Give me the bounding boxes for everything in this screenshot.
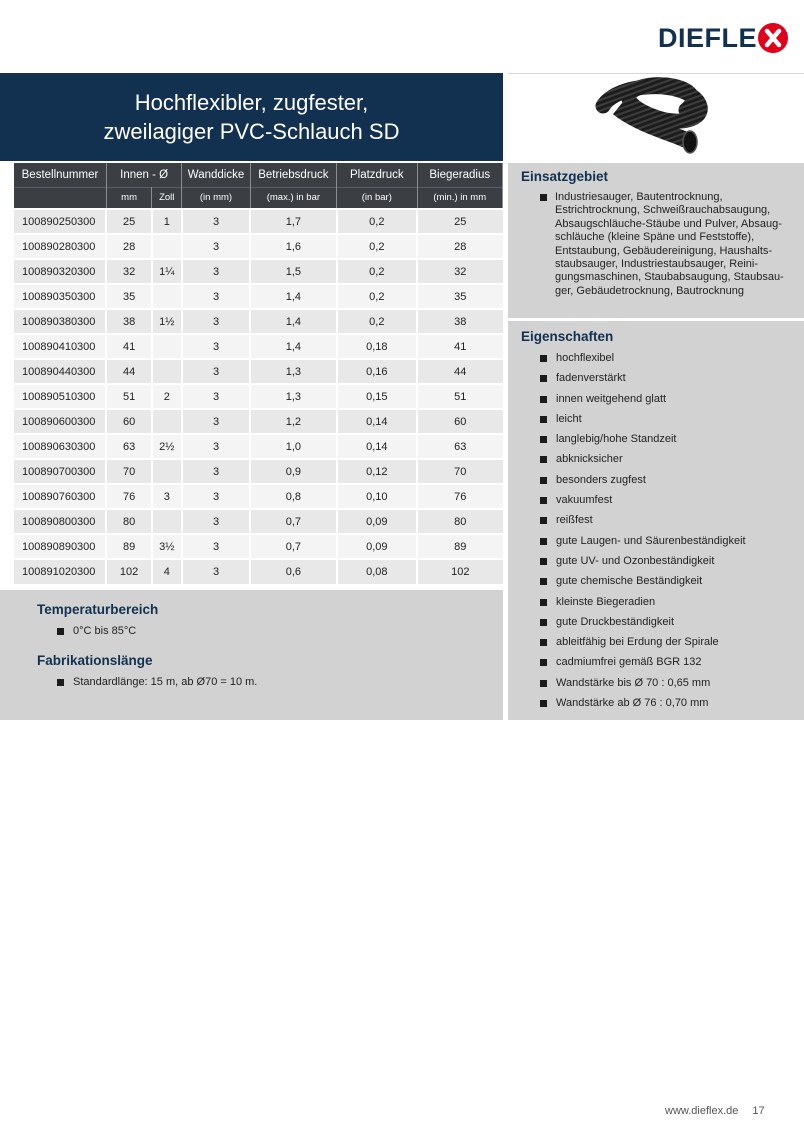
eigenschaften-list xyxy=(540,348,804,713)
cell-biegeradius: 60 xyxy=(417,409,502,434)
cell-mm: 80 xyxy=(106,509,151,534)
cell-biegeradius: 35 xyxy=(417,284,502,309)
table-row xyxy=(14,334,503,359)
col-header-betriebsdruck: Betriebsdruck xyxy=(250,163,336,187)
cell-bestellnummer: 100890350300 xyxy=(14,284,106,309)
list-item: cadmiumfrei gemäß BGR 132 xyxy=(540,652,804,672)
temperature-fabrication-panel xyxy=(0,590,503,720)
einsatzgebiet-heading: Einsatzgebiet xyxy=(521,169,609,184)
cell-wanddicke: 3 xyxy=(182,534,250,559)
page-number: 17 xyxy=(752,1105,765,1117)
cell-platzdruck: 0,16 xyxy=(337,359,417,384)
cell-zoll: 1½ xyxy=(152,309,182,334)
cell-bestellnummer: 100890250300 xyxy=(14,209,106,234)
table-row xyxy=(14,459,503,484)
cell-mm: 70 xyxy=(106,459,151,484)
table-row xyxy=(14,559,503,584)
cell-betriebsdruck: 1,0 xyxy=(250,434,336,459)
cell-biegeradius: 41 xyxy=(417,334,502,359)
subheader-mm: mm xyxy=(106,187,151,209)
cell-mm: 63 xyxy=(106,434,151,459)
list-item: abknicksicher xyxy=(540,449,804,469)
table-row xyxy=(14,234,503,259)
cell-wanddicke: 3 xyxy=(182,434,250,459)
cell-betriebsdruck: 0,6 xyxy=(250,559,336,584)
cell-biegeradius: 28 xyxy=(417,234,502,259)
cell-platzdruck: 0,2 xyxy=(337,209,417,234)
list-item: Wandstärke bis Ø 70 : 0,65 mm xyxy=(540,673,804,693)
list-item: innen weitgehend glatt xyxy=(540,389,804,409)
cell-wanddicke: 3 xyxy=(182,309,250,334)
table-row xyxy=(14,384,503,409)
cell-mm: 35 xyxy=(106,284,151,309)
product-image xyxy=(508,73,804,161)
cell-wanddicke: 3 xyxy=(182,334,250,359)
table-row xyxy=(14,209,503,234)
cell-biegeradius: 70 xyxy=(417,459,502,484)
list-item: kleinste Biegeradien xyxy=(540,592,804,612)
list-item: vakuumfest xyxy=(540,490,804,510)
cell-platzdruck: 0,10 xyxy=(337,484,417,509)
cell-mm: 76 xyxy=(106,484,151,509)
table-row xyxy=(14,409,503,434)
cell-zoll xyxy=(152,509,182,534)
cell-mm: 44 xyxy=(106,359,151,384)
list-item: Wandstärke ab Ø 76 : 0,70 mm xyxy=(540,693,804,713)
list-item: Standardlänge: 15 m, ab Ø70 = 10 m. xyxy=(57,672,503,692)
website-link[interactable]: www.dieflex.de xyxy=(665,1105,739,1117)
col-header-biegeradius: Biegeradius xyxy=(417,163,502,187)
title-line-1: Hochflexibler, zugfester, xyxy=(134,90,369,115)
table-row xyxy=(14,284,503,309)
cell-biegeradius: 102 xyxy=(417,559,502,584)
cell-platzdruck: 0,08 xyxy=(337,559,417,584)
list-item: gute Druckbeständigkeit xyxy=(540,612,804,632)
einsatz-line: ger, Gebäudetrocknung, Bautrocknung xyxy=(555,284,744,297)
einsatzgebiet-text xyxy=(540,191,804,298)
table-row xyxy=(14,259,503,284)
cell-wanddicke: 3 xyxy=(182,509,250,534)
col-header-wanddicke: Wanddicke xyxy=(182,163,250,187)
page-footer xyxy=(665,1105,765,1117)
list-item: reißfest xyxy=(540,510,804,530)
cell-biegeradius: 89 xyxy=(417,534,502,559)
cell-wanddicke: 3 xyxy=(182,359,250,384)
logo-x-icon xyxy=(758,23,788,53)
list-item: besonders zugfest xyxy=(540,470,804,490)
cell-biegeradius: 51 xyxy=(417,384,502,409)
cell-zoll: 3½ xyxy=(152,534,182,559)
title-line-2: zweilagiger PVC-Schlauch SD xyxy=(103,119,400,144)
cell-wanddicke: 3 xyxy=(182,559,250,584)
list-item: gute chemische Beständigkeit xyxy=(540,571,804,591)
cell-zoll: 3 xyxy=(152,484,182,509)
cell-bestellnummer: 100891020300 xyxy=(14,559,106,584)
fabrikation-heading: Fabrikationslänge xyxy=(37,653,153,669)
cell-mm: 89 xyxy=(106,534,151,559)
cell-betriebsdruck: 1,5 xyxy=(250,259,336,284)
cell-biegeradius: 76 xyxy=(417,484,502,509)
cell-mm: 41 xyxy=(106,334,151,359)
cell-bestellnummer: 100890700300 xyxy=(14,459,106,484)
einsatz-line: Estrichtrocknung, Schweißrauchabsaugung, xyxy=(555,204,771,217)
cell-platzdruck: 0,09 xyxy=(337,509,417,534)
cell-betriebsdruck: 1,3 xyxy=(250,359,336,384)
product-title-banner xyxy=(0,73,503,161)
eigenschaften-heading: Eigenschaften xyxy=(521,329,614,344)
cell-bestellnummer: 100890760300 xyxy=(14,484,106,509)
cell-betriebsdruck: 1,6 xyxy=(250,234,336,259)
cell-betriebsdruck: 1,7 xyxy=(250,209,336,234)
cell-betriebsdruck: 0,9 xyxy=(250,459,336,484)
cell-bestellnummer: 100890320300 xyxy=(14,259,106,284)
eigenschaften-panel xyxy=(508,321,804,720)
list-item: langlebig/hohe Standzeit xyxy=(540,429,804,449)
cell-betriebsdruck: 1,3 xyxy=(250,384,336,409)
cell-bestellnummer: 100890600300 xyxy=(14,409,106,434)
col-header-bestellnummer: Bestellnummer xyxy=(14,163,106,187)
logo-text: DIEFLE xyxy=(658,22,758,53)
cell-bestellnummer: 100890800300 xyxy=(14,509,106,534)
cell-platzdruck: 0,12 xyxy=(337,459,417,484)
cell-bestellnummer: 100890890300 xyxy=(14,534,106,559)
cell-platzdruck: 0,2 xyxy=(337,259,417,284)
cell-platzdruck: 0,18 xyxy=(337,334,417,359)
cell-zoll xyxy=(152,334,182,359)
cell-bestellnummer: 100890510300 xyxy=(14,384,106,409)
cell-wanddicke: 3 xyxy=(182,259,250,284)
cell-platzdruck: 0,14 xyxy=(337,409,417,434)
table-row xyxy=(14,484,503,509)
cell-mm: 28 xyxy=(106,234,151,259)
cell-betriebsdruck: 1,4 xyxy=(250,334,336,359)
cell-mm: 25 xyxy=(106,209,151,234)
cell-platzdruck: 0,2 xyxy=(337,284,417,309)
einsatz-line: Absaugschläuche-Stäube und Pulver, Absaug- xyxy=(555,217,782,230)
cell-bestellnummer: 100890630300 xyxy=(14,434,106,459)
list-item: ableitfähig bei Erdung der Spirale xyxy=(540,632,804,652)
list-item: gute UV- und Ozonbeständigkeit xyxy=(540,551,804,571)
einsatz-line: schläuche (kleine Späne und Feststoffe), xyxy=(555,231,755,244)
cell-biegeradius: 25 xyxy=(417,209,502,234)
cell-biegeradius: 32 xyxy=(417,259,502,284)
cell-biegeradius: 63 xyxy=(417,434,502,459)
list-item: gute Laugen- und Säurenbeständigkeit xyxy=(540,531,804,551)
subheader-blank xyxy=(14,187,106,209)
specification-table xyxy=(14,163,503,584)
cell-betriebsdruck: 0,7 xyxy=(250,534,336,559)
cell-wanddicke: 3 xyxy=(182,484,250,509)
cell-bestellnummer: 100890380300 xyxy=(14,309,106,334)
cell-bestellnummer: 100890440300 xyxy=(14,359,106,384)
cell-zoll xyxy=(152,459,182,484)
einsatz-line: gungsmaschinen, Staubabsaugung, Staubsau- xyxy=(555,271,784,284)
col-header-innen: Innen - Ø xyxy=(106,163,181,187)
cell-zoll: 1 xyxy=(152,209,182,234)
cell-platzdruck: 0,09 xyxy=(337,534,417,559)
cell-betriebsdruck: 1,4 xyxy=(250,284,336,309)
table-row xyxy=(14,509,503,534)
subheader-platzdruck-unit: (in bar) xyxy=(337,187,417,209)
cell-bestellnummer: 100890410300 xyxy=(14,334,106,359)
subheader-zoll: Zoll xyxy=(152,187,182,209)
list-item: leicht xyxy=(540,409,804,429)
cell-zoll: 2½ xyxy=(152,434,182,459)
subheader-betriebsdruck-unit: (max.) in bar xyxy=(250,187,336,209)
cell-wanddicke: 3 xyxy=(182,409,250,434)
cell-zoll xyxy=(152,409,182,434)
cell-zoll xyxy=(152,284,182,309)
einsatzgebiet-panel xyxy=(508,163,804,318)
table-row xyxy=(14,434,503,459)
temperatur-heading: Temperaturbereich xyxy=(37,602,159,617)
cell-zoll: 1¼ xyxy=(152,259,182,284)
cell-mm: 38 xyxy=(106,309,151,334)
fabrikation-list xyxy=(57,672,503,692)
cell-biegeradius: 80 xyxy=(417,509,502,534)
cell-betriebsdruck: 0,8 xyxy=(250,484,336,509)
cell-zoll xyxy=(152,234,182,259)
einsatz-line: Industriesauger, Bautentrocknung, xyxy=(555,191,723,203)
cell-zoll xyxy=(152,359,182,384)
temperatur-list xyxy=(57,621,503,641)
dieflex-logo[interactable] xyxy=(658,22,788,54)
cell-bestellnummer: 100890280300 xyxy=(14,234,106,259)
cell-betriebsdruck: 1,4 xyxy=(250,309,336,334)
cell-zoll: 4 xyxy=(152,559,182,584)
col-header-platzdruck: Platzdruck xyxy=(337,163,417,187)
cell-platzdruck: 0,14 xyxy=(337,434,417,459)
list-item: hochflexibel xyxy=(540,348,804,368)
cell-mm: 51 xyxy=(106,384,151,409)
list-item: fadenverstärkt xyxy=(540,368,804,388)
cell-platzdruck: 0,2 xyxy=(337,309,417,334)
cell-platzdruck: 0,15 xyxy=(337,384,417,409)
cell-wanddicke: 3 xyxy=(182,459,250,484)
table-row xyxy=(14,534,503,559)
cell-platzdruck: 0,2 xyxy=(337,234,417,259)
table-row xyxy=(14,359,503,384)
cell-wanddicke: 3 xyxy=(182,234,250,259)
list-item: 0°C bis 85°C xyxy=(57,621,503,641)
cell-wanddicke: 3 xyxy=(182,284,250,309)
cell-biegeradius: 38 xyxy=(417,309,502,334)
subheader-wanddicke-unit: (in mm) xyxy=(182,187,250,209)
cell-mm: 60 xyxy=(106,409,151,434)
table-row xyxy=(14,309,503,334)
cell-wanddicke: 3 xyxy=(182,209,250,234)
cell-mm: 102 xyxy=(106,559,151,584)
cell-mm: 32 xyxy=(106,259,151,284)
einsatz-line: Entstaubung, Gebäudereinigung, Haushalts- xyxy=(555,244,773,257)
cell-wanddicke: 3 xyxy=(182,384,250,409)
subheader-biegeradius-unit: (min.) in mm xyxy=(417,187,502,209)
cell-betriebsdruck: 1,2 xyxy=(250,409,336,434)
hose-illustration xyxy=(508,74,804,162)
cell-betriebsdruck: 0,7 xyxy=(250,509,336,534)
cell-biegeradius: 44 xyxy=(417,359,502,384)
einsatz-line: staubsauger, Industriestaubsauger, Reini- xyxy=(555,258,759,271)
cell-zoll: 2 xyxy=(152,384,182,409)
